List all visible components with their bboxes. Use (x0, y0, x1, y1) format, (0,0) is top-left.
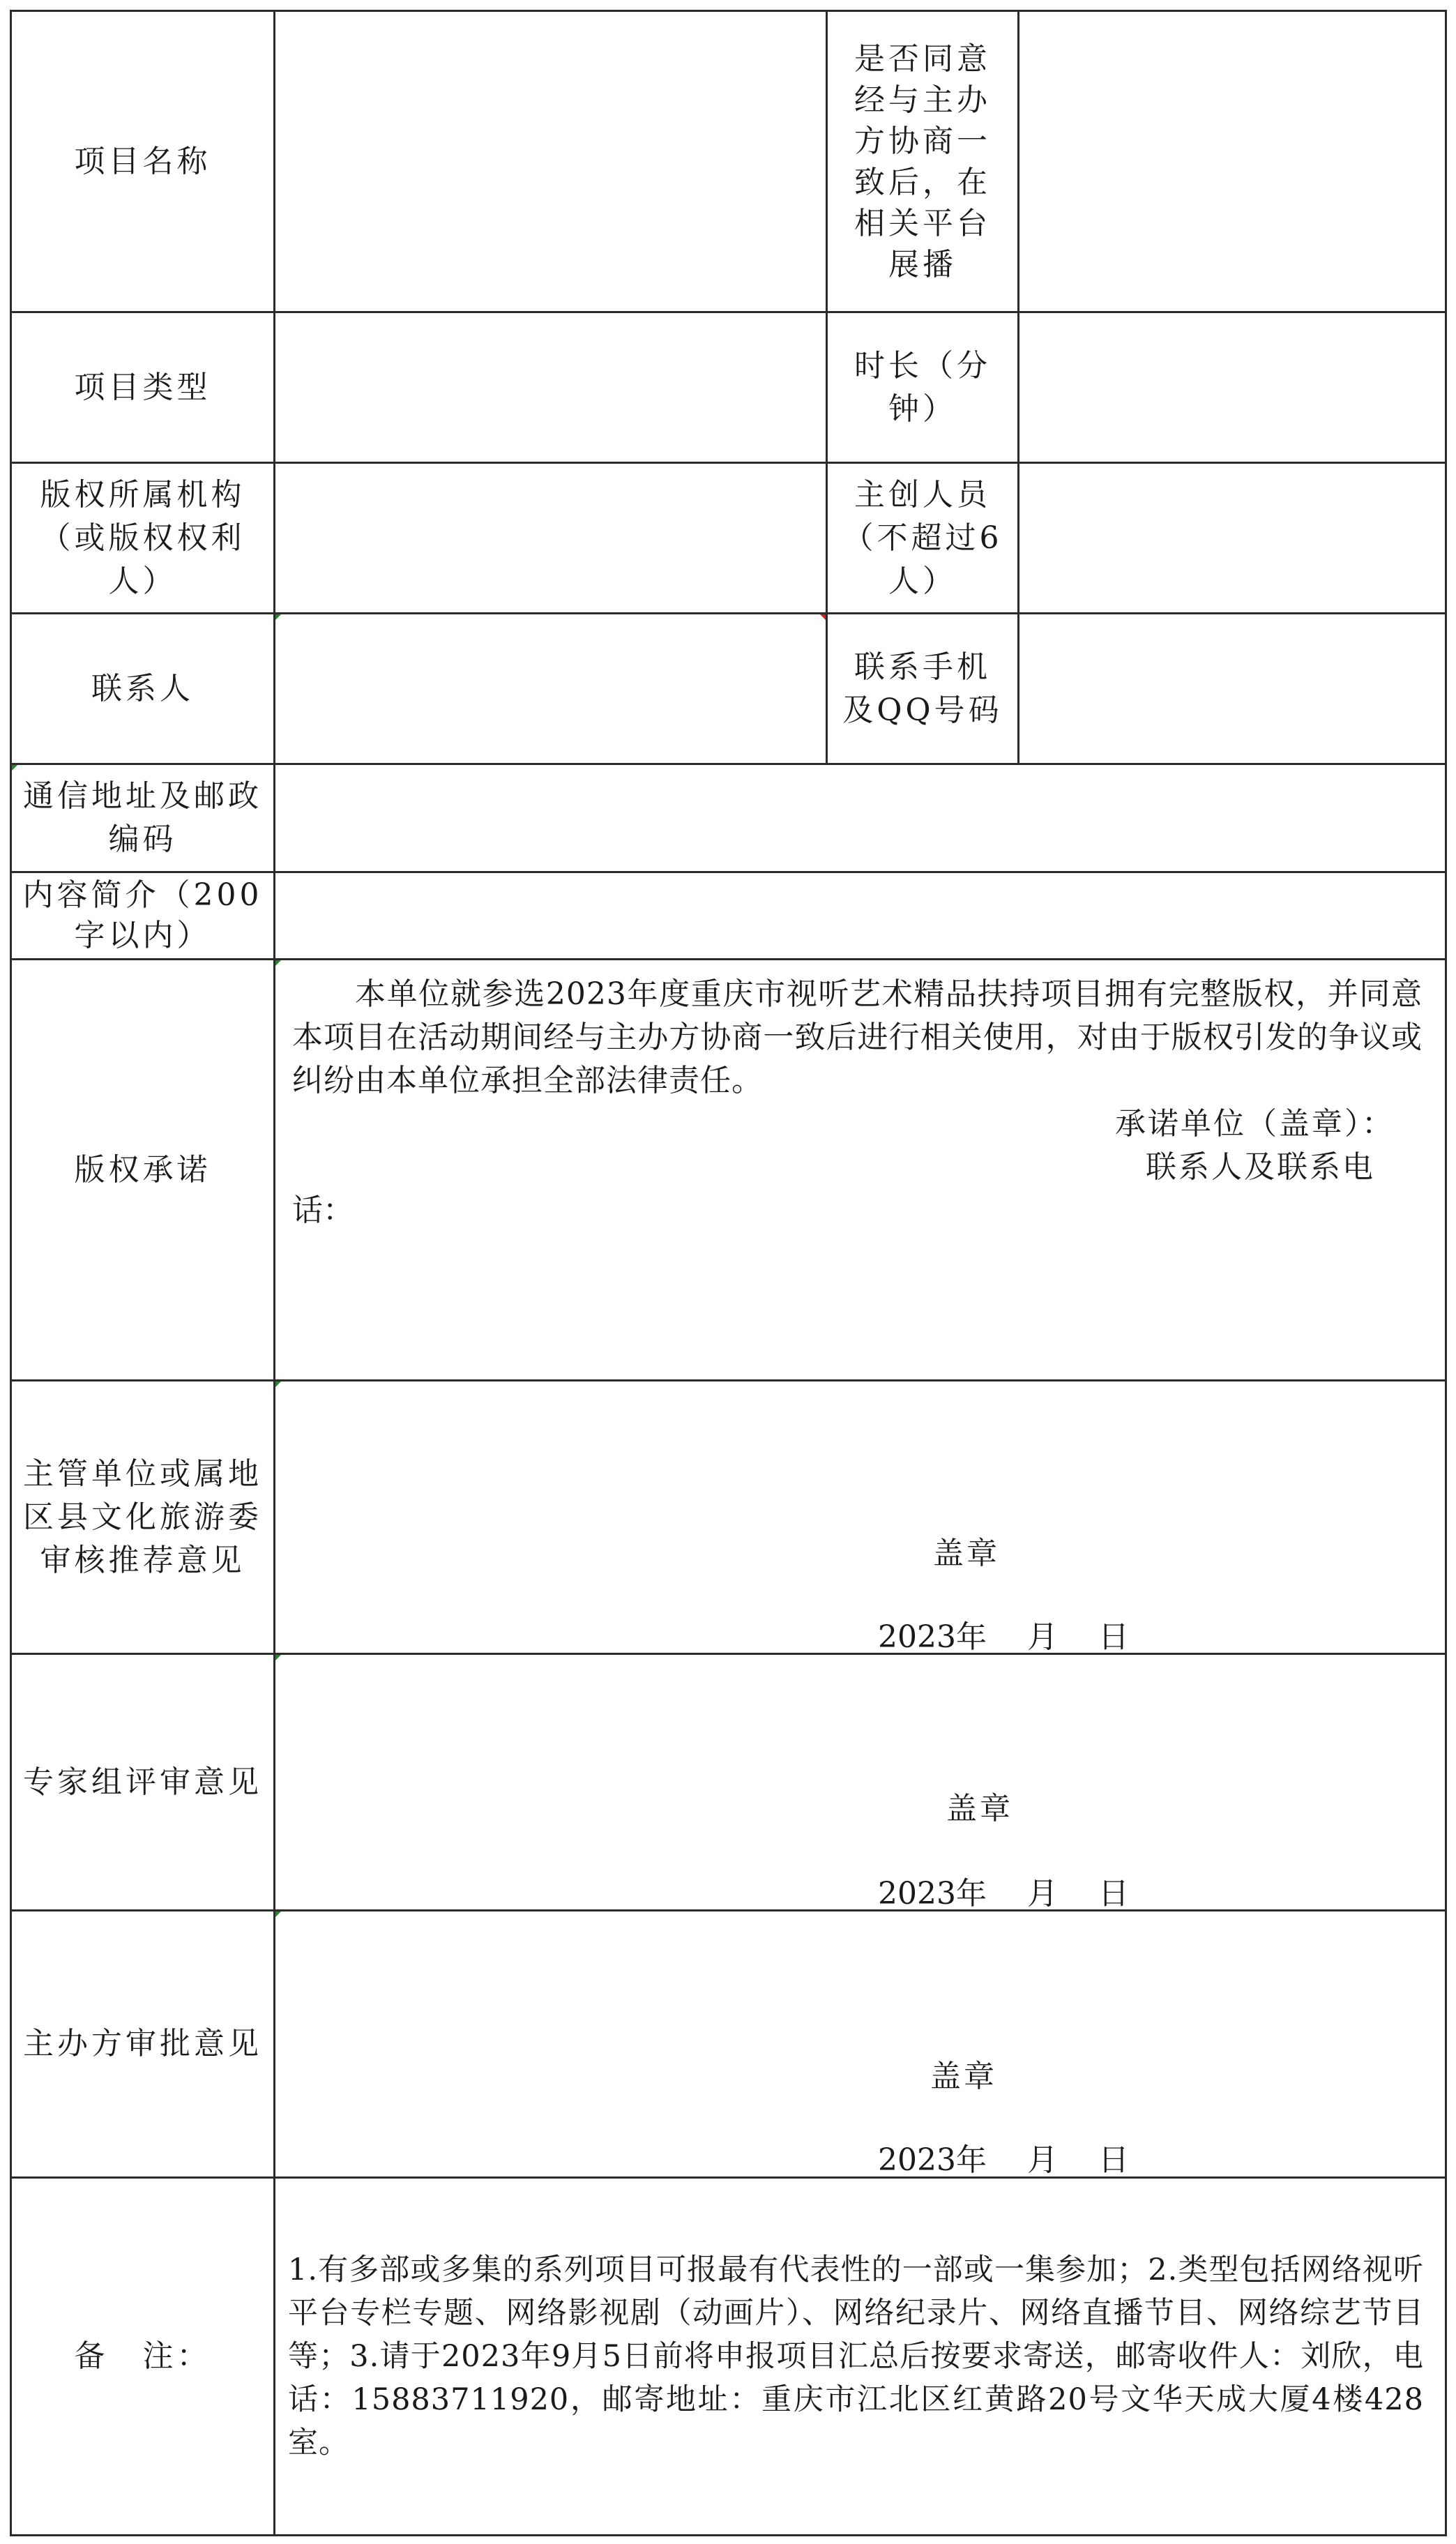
copyright-promise-label-text: 版权承诺 (74, 1151, 211, 1188)
remarks-content (275, 2178, 1446, 2536)
row-synopsis (11, 872, 1446, 960)
project-name-label (11, 11, 275, 312)
phone-qq-label (827, 614, 1019, 764)
remarks-text: 1.有多部或多集的系列项目可报最有代表性的一部或一集参加；2.类型包括网络视听平台专栏专题、网络影视剧（动画片）、网络纪录片、网络直播节目、网络综艺节目等；3.请于2023年9月5日前将申报项目汇总后按要求寄送，邮寄收件人：刘欣，电话：15883711920，邮寄地址：重庆市江北区红黄路20号文华天成大厦4楼428室。 (288, 2252, 1424, 2460)
project-type-label-text: 项目类型 (74, 369, 211, 405)
duration-field[interactable] (1019, 312, 1446, 463)
supervisor-stamp-label: 盖章 (933, 1536, 1000, 1571)
promise-contact-line: 联系人及联系电 (1146, 1149, 1375, 1185)
broadcast-consent-label (827, 11, 1019, 312)
synopsis-field[interactable] (275, 872, 1446, 960)
copyright-promise-label (11, 960, 275, 1381)
row-copyright-promise (11, 960, 1446, 1381)
row-organizer-approval (11, 1911, 1446, 2178)
row-address (11, 764, 1446, 872)
contact-label-text: 联系人 (91, 670, 194, 706)
row-remarks (11, 2178, 1446, 2536)
copyright-owner-field[interactable] (275, 463, 827, 614)
address-label (11, 764, 275, 872)
synopsis-label (11, 872, 275, 960)
duration-label (827, 312, 1019, 463)
row-copyright-owner (11, 463, 1446, 614)
copyright-owner-label (11, 463, 275, 614)
broadcast-consent-label-text: 是否同意经与主办方协商一致后，在相关平台展播 (854, 40, 991, 282)
organizer-approval-field[interactable] (275, 1911, 1446, 2178)
contact-field[interactable] (275, 614, 827, 764)
broadcast-consent-field[interactable] (1019, 11, 1446, 312)
creators-label-text: 主创人员（不超过6人） (842, 476, 1003, 599)
creators-label (827, 463, 1019, 614)
application-form-table (10, 10, 1447, 2536)
row-supervisor-review (11, 1381, 1446, 1654)
organizer-approval-label (11, 1911, 275, 2178)
contact-label (11, 614, 275, 764)
remarks-label-text: 备 注： (74, 2338, 211, 2374)
expert-review-label-text: 专家组评审意见 (23, 1764, 262, 1800)
expert-date: 2023年 月 日 (878, 1876, 1129, 1911)
promise-contact-tail: 话： (292, 1192, 354, 1228)
synopsis-label-text: 内容简介（200字以内） (22, 877, 263, 953)
expert-review-label (11, 1654, 275, 1911)
supervisor-date: 2023年 月 日 (878, 1619, 1129, 1655)
organizer-date: 2023年 月 日 (878, 2142, 1129, 2178)
copyright-promise-text: 本单位就参选2023年度重庆市视听艺术精品扶持项目拥有完整版权，并同意本项目在活动期间经与主办方协商一致后进行相关使用，对由于版权引发的争议或纠纷由本单位承担全部法律责任。 (292, 976, 1423, 1098)
address-field[interactable] (275, 764, 1446, 872)
project-name-label-text: 项目名称 (74, 143, 211, 179)
phone-qq-label-text: 联系手机及QQ号码 (842, 649, 1003, 728)
duration-label-text: 时长（分钟） (854, 347, 991, 427)
creators-field[interactable] (1019, 463, 1446, 614)
supervisor-review-label-text: 主管单位或属地区县文化旅游委审核推荐意见 (23, 1455, 262, 1578)
row-project-type (11, 312, 1446, 463)
supervisor-review-field[interactable] (275, 1381, 1446, 1654)
project-name-field[interactable] (275, 11, 827, 312)
expert-stamp-label: 盖章 (946, 1791, 1013, 1826)
phone-qq-field[interactable] (1019, 614, 1446, 764)
row-expert-review (11, 1654, 1446, 1911)
expert-review-field[interactable] (275, 1654, 1446, 1911)
copyright-promise-content (275, 960, 1446, 1381)
row-project-name (11, 11, 1446, 312)
row-contact (11, 614, 1446, 764)
organizer-approval-label-text: 主办方审批意见 (23, 2026, 262, 2061)
project-type-label (11, 312, 275, 463)
organizer-stamp-label: 盖章 (930, 2059, 997, 2094)
supervisor-review-label (11, 1381, 275, 1654)
project-type-field[interactable] (275, 312, 827, 463)
address-label-text: 通信地址及邮政编码 (23, 778, 262, 857)
copyright-owner-label-text: 版权所属机构（或版权权利人） (40, 476, 245, 599)
remarks-label (11, 2178, 275, 2536)
promise-sign-unit: 承诺单位（盖章）： (1115, 1106, 1395, 1142)
